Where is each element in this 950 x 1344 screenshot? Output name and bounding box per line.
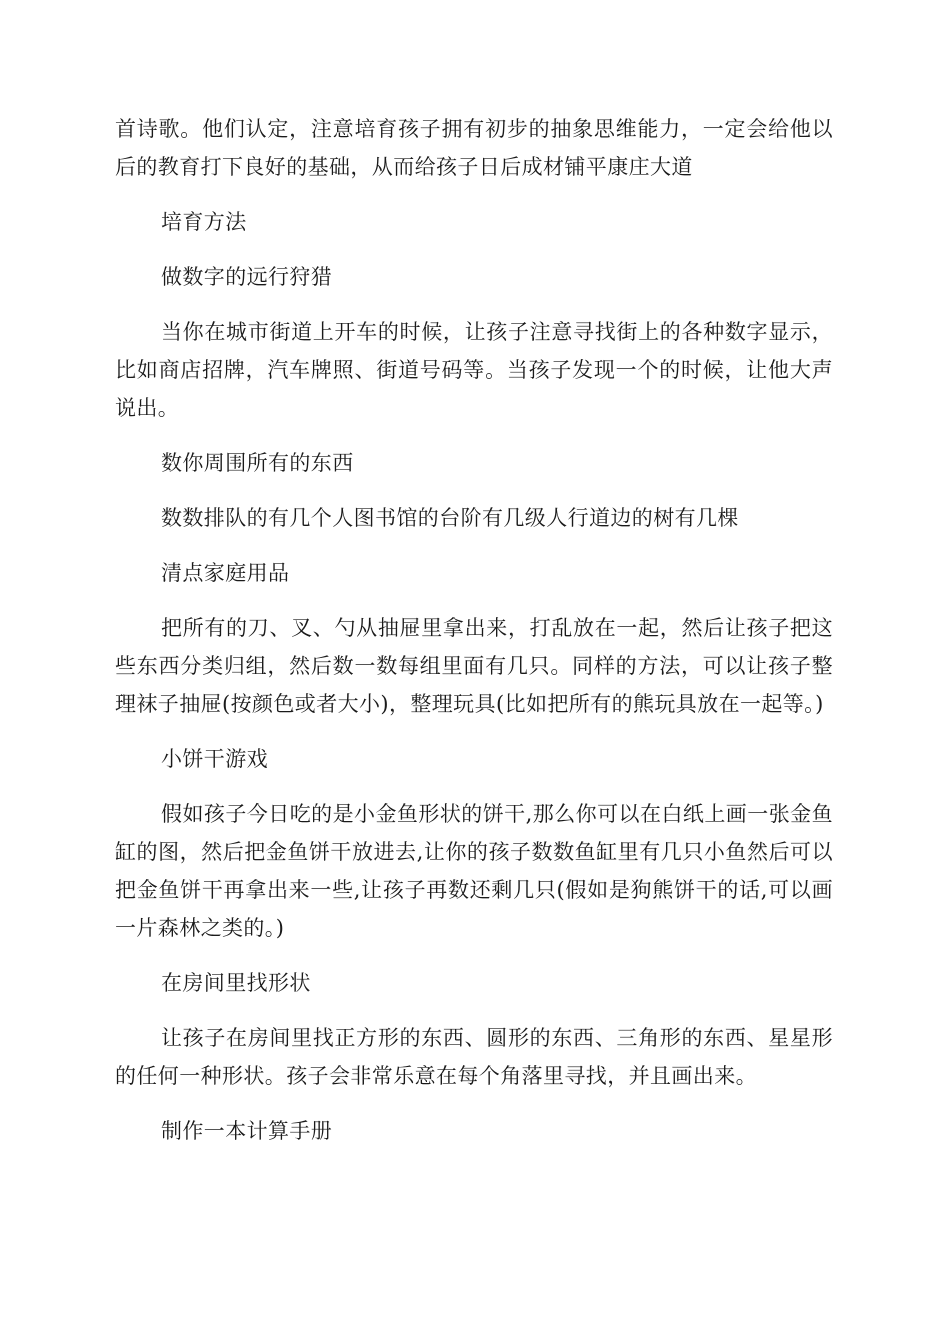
paragraph-count-things: 数数排队的有几个人图书馆的台阶有几级人行道边的树有几棵	[161, 506, 739, 530]
paragraph-find-shapes: 让孩子在房间里找正方形的东西、圆形的东西、三角形的东西、星星形的任何一种形状。孩子会非常乐意在每个角落里寻找，并且画出来。	[115, 1026, 833, 1088]
document-page	[115, 110, 833, 1150]
heading-number-hunt: 做数字的远行狩猎	[161, 265, 333, 289]
heading-find-shapes: 在房间里找形状	[161, 971, 311, 995]
heading-count-things: 数你周围所有的东西	[161, 451, 354, 475]
heading-cultivation-methods: 培育方法	[161, 210, 247, 234]
paragraph-cookie-game: 假如孩子今日吃的是小金鱼形状的饼干,那么你可以在白纸上画一张金鱼缸的图，然后把金鱼饼干放进去,让你的孩子数数鱼缸里有几只小鱼然后可以把金鱼饼干再拿出来一些,让孩子再数还剩几只(假如是狗熊饼干的话,可以画一片森林之类的。)	[115, 802, 833, 940]
paragraph-continued-text: 首诗歌。他们认定，注意培育孩子拥有初步的抽象思维能力，一定会给他以后的教育打下良好的基础，从而给孩子日后成材铺平康庄大道	[115, 117, 833, 179]
paragraph-number-hunt: 当你在城市街道上开车的时候，让孩子注意寻找街上的各种数字显示，比如商店招牌，汽车牌照、街道号码等。当孩子发现一个的时候，让他大声说出。	[115, 320, 833, 420]
heading-counting-handbook: 制作一本计算手册	[161, 1119, 333, 1143]
heading-household-items: 清点家庭用品	[161, 561, 290, 585]
heading-cookie-game: 小饼干游戏	[161, 747, 268, 771]
paragraph-household-items: 把所有的刀、叉、勺从抽屉里拿出来，打乱放在一起，然后让孩子把这些东西分类归组，然后数一数每组里面有几只。同样的方法，可以让孩子整理袜子抽屉(按颜色或者大小)，整理玩具(比如把所有的熊玩具放在一起等。)	[115, 616, 833, 716]
